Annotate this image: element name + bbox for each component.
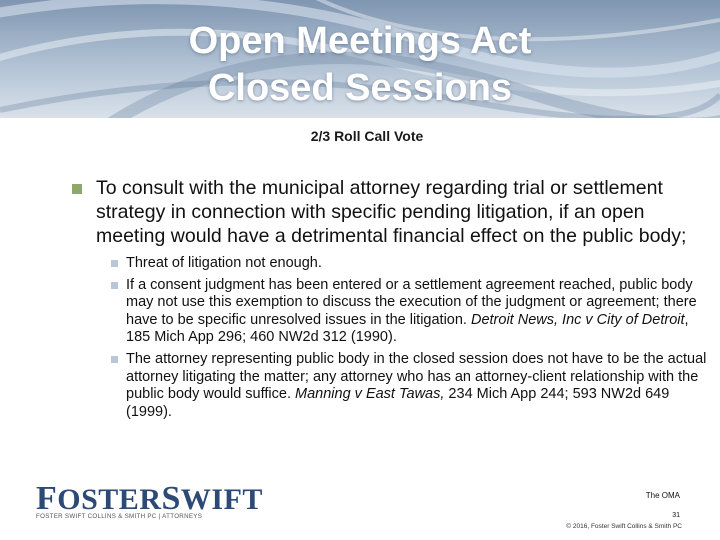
title-line-1: Open Meetings Act [188,20,532,62]
small-square-bullet-icon [111,260,118,267]
sub-bullet-list [70,255,710,421]
sub-bullet-item [126,277,710,347]
sub-bullet-item [126,351,710,421]
logo-tagline: FOSTER SWIFT COLLINS & SMITH PC | ATTORNEYS [36,513,203,520]
footer-label: The OMA [645,491,680,500]
case-citation: , 185 Mich App 296; 460 NW2d 312 (1990). [126,311,689,346]
page-number: 31 [672,512,680,519]
case-name: Manning v East Tawas, [295,386,445,403]
case-name: Detroit News, Inc v City of Detroit [470,311,685,328]
sub-bullet-text: The attorney representing public body in the closed session does not have to be the actual attorney litigating the matter; any attorney who has an attorney-client relationship with the public body would suffice. [126,350,707,403]
header-banner [0,0,720,118]
slide-subtitle: 2/3 Roll Call Vote [310,128,424,144]
title-line-2: Closed Sessions [207,67,513,109]
sub-bullet-text: If a consent judgment has been entered or a settlement agreement reached, public body may not use this exemption to discuss the execution of the judgment or agreement; there have to be specific unresolved issues in the litigation. [126,276,697,328]
main-bullet [70,176,710,248]
sub-bullet-item [126,255,710,273]
foster-swift-logo: FOSTERSWIFT [36,480,263,517]
copyright-text: © 2016, Foster Swift Collins & Smith PC [566,523,682,530]
main-bullet-text: To consult with the municipal attorney regarding trial or settlement strategy in connection with specific pending litigation, if an open meeting would have a detrimental financial effect on the public body; [96,177,687,247]
sub-bullet-text: Threat of litigation not enough. [126,255,322,271]
small-square-bullet-icon [111,356,118,363]
content-area [70,176,710,425]
small-square-bullet-icon [111,282,118,289]
square-bullet-icon [72,184,82,194]
case-citation: 234 Mich App 244; 593 NW2d 649 (1999). [126,386,670,420]
slide-title [0,18,720,112]
